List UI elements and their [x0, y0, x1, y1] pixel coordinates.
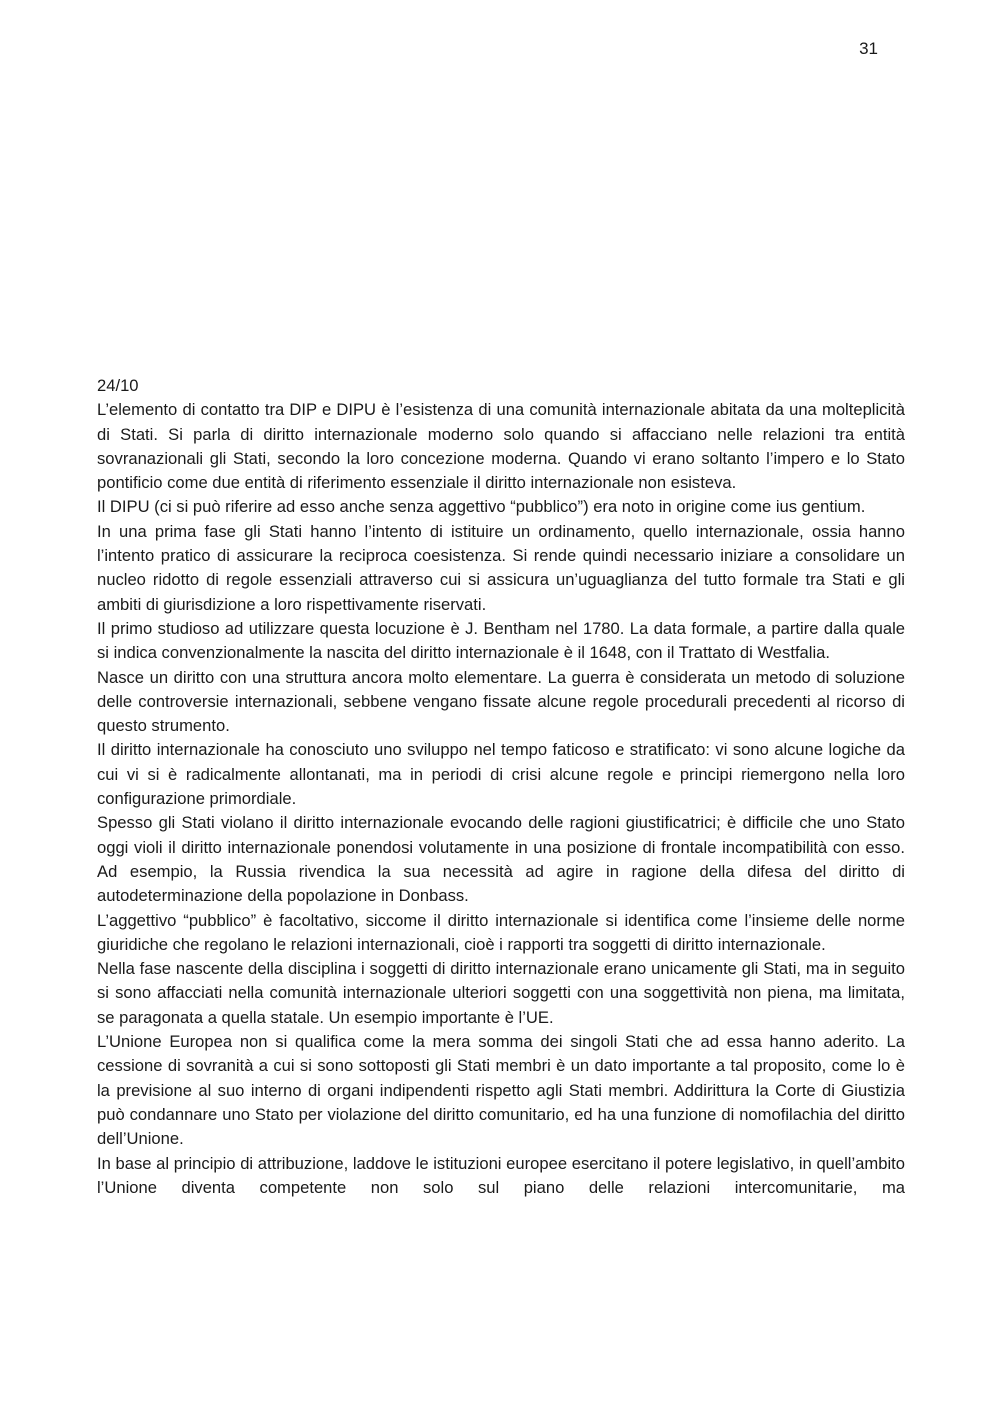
paragraph-11: In base al principio di attribuzione, laddove le istituzioni europee esercitano il potere legislativo, in quell’ambito l’Unione diventa competente non solo sul piano delle relazioni intercomunitarie, ma [97, 1153, 905, 1197]
paragraph-1: L’elemento di contatto tra DIP e DIPU è l’esistenza di una comunità internazionale abitata da una molteplicità di Stati. Si parla di diritto internazionale moderno solo quando si affacciano nelle relazioni tra entità sovranazionali gli Stati, secondo la loro concezione moderna. Quando vi erano soltanto l’impero e lo Stato pontificio come due entità di riferimento essenziale il diritto internazionale non esisteva. [97, 400, 905, 493]
document-body [97, 374, 905, 1200]
page-number: 31 [859, 39, 878, 58]
paragraph-4: Il primo studioso ad utilizzare questa locuzione è J. Bentham nel 1780. La data formale, a partire dalla quale si indica convenzionalmente la nascita del diritto internazionale è il 1648, con il Trattato di Westfalia. [97, 618, 905, 663]
paragraph-8: L’aggettivo “pubblico” è facoltativo, siccome il diritto internazionale si identifica come l’insieme delle norme giuridiche che regolano le relazioni internazionali, cioè i rapporti tra soggetti di diritto internazionale. [97, 910, 905, 954]
paragraph-9: Nella fase nascente della disciplina i soggetti di diritto internazionale erano unicamente gli Stati, ma in seguito si sono affacciati nella comunità internazionale ulteriori soggetti con una soggettività non piena, ma limitata, se paragonata a quella statale. Un esempio importante è l’UE. [97, 959, 905, 1027]
paragraph-10: L’Unione Europea non si qualifica come la mera somma dei singoli Stati che ad essa hanno aderito. La cessione di sovranità a cui si sono sottoposti gli Stati membri è un dato importante a tal proposito, come lo è la previsione al suo interno di organi indipendenti rispetto agli Stati membri. Addirittura la Corte di Giustizia può condannare uno Stato per violazione del diritto comunitario, ed ha una funzione di nomofilachia del diritto dell’Unione. [97, 1032, 905, 1149]
paragraph-5: Nasce un diritto con una struttura ancora molto elementare. La guerra è considerata un metodo di soluzione delle controversie internazionali, sebbene vengano fissate alcune regole procedurali precedenti al ricorso di questo strumento. [97, 667, 905, 736]
paragraph-2: Il DIPU (ci si può riferire ad esso anche senza aggettivo “pubblico”) era noto in origine come ius gentium. [97, 497, 866, 517]
paragraph-3: In una prima fase gli Stati hanno l’intento di istituire un ordinamento, quello internazionale, ossia hanno l’intento pratico di assicurare la reciproca coesistenza. Si rende quindi necessario iniziare a consolidare un nucleo ridotto di regole essenziali attraverso cui si assicura un’uguaglianza del tutto formale tra Stati e gli ambiti di giurisdizione a loro rispettivamente riservati. [97, 521, 905, 614]
paragraph-7: Spesso gli Stati violano il diritto internazionale evocando delle ragioni giustificatrici; è difficile che uno Stato oggi violi il diritto internazionale ponendosi volutamente in una posizione di frontale incompatibilità con esso. Ad esempio, la Russia rivendica la sua necessità ad agire in ragione della difesa del diritto di autodeterminazione della popolazione in Donbass. [97, 813, 905, 906]
paragraph-6: Il diritto internazionale ha conosciuto uno sviluppo nel tempo faticoso e stratificato: vi sono alcune logiche da cui vi si è radicalmente allontanati, ma in periodi di crisi alcune regole e principi riemergono nella loro configurazione primordiale. [97, 740, 905, 809]
date-heading: 24/10 [97, 376, 139, 395]
